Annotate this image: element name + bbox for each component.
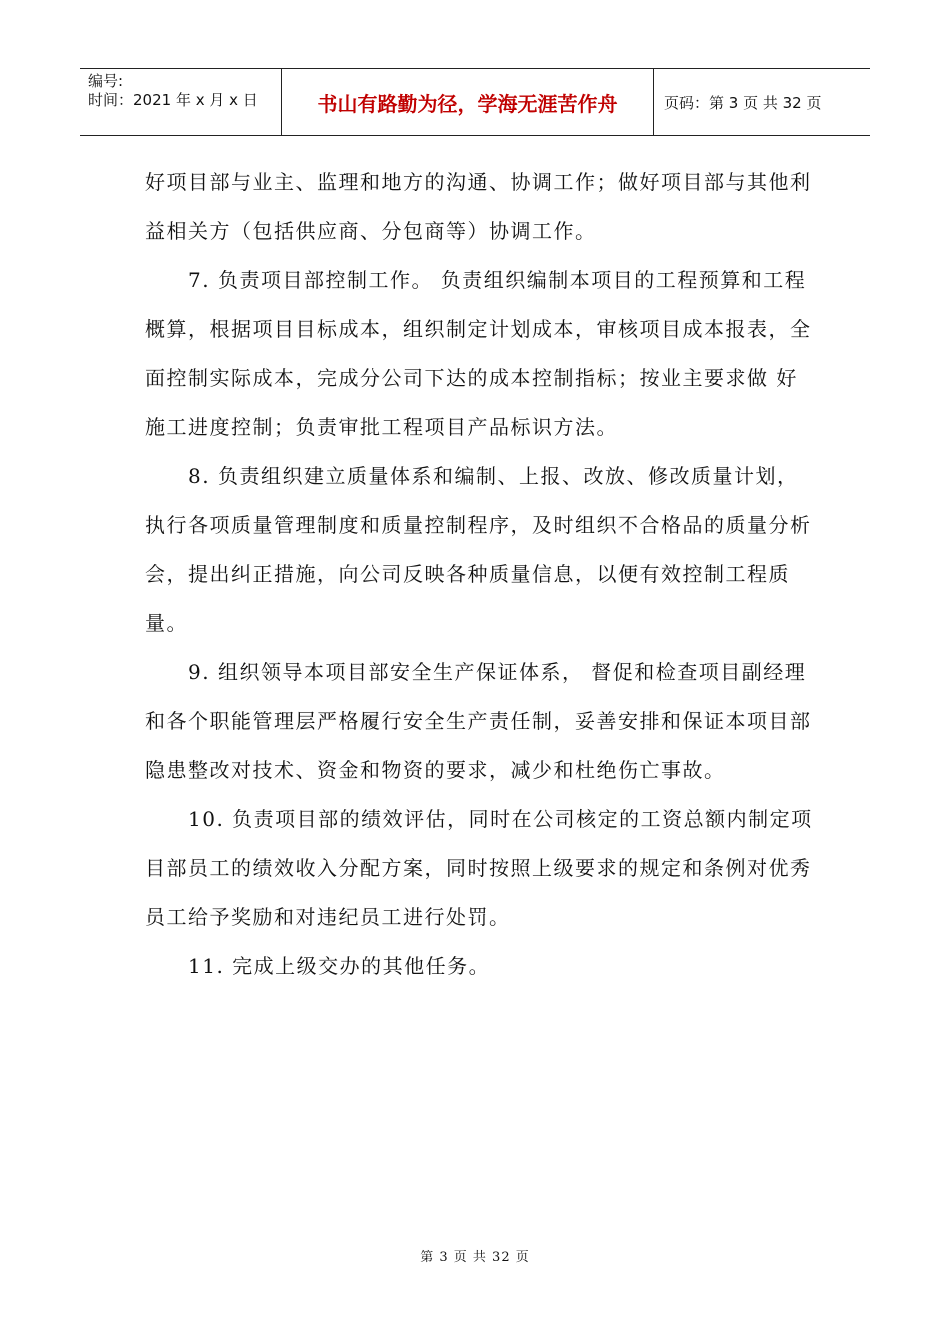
paragraph-item-8: 8. 负责组织建立质量体系和编制、上报、改放、修改质量计划，执行各项质量管理制度和质量控制程序，及时组织不合格品的质量分析会，提出纠正措施，向公司反映各种质量信息，以便有效控制工程质量。 xyxy=(145,464,812,635)
paragraph-item-9: 9. 组织领导本项目部安全生产保证体系， 督促和检查项目副经理和各个职能管理层严格履行安全生产责任制，妥善安排和保证本项目部隐患整改对技术、资金和物资的要求，减少和杜绝伤亡事故。 xyxy=(145,660,812,782)
page-header xyxy=(80,68,870,136)
motto-text: 书山有路勤为径，学海无涯苦作舟 xyxy=(282,69,654,135)
document-body xyxy=(145,158,815,991)
number-label: 编号: xyxy=(88,72,124,90)
paragraph-item-10: 10. 负责项目部的绩效评估，同时在公司核定的工资总额内制定项目部员工的绩效收入分配方案，同时按照上级要求的规定和条例对优秀员工给予奖励和对违纪员工进行处罚。 xyxy=(145,807,813,929)
paragraph-continuation: 好项目部与业主、监理和地方的沟通、协调工作；做好项目部与其他利益相关方（包括供应商、分包商等）协调工作。 xyxy=(145,170,812,243)
page-info: 页码：第 3 页 共 32 页 xyxy=(664,93,822,112)
time-label: 时间：2021 年 x 月 x 日 xyxy=(88,91,258,109)
page-footer: 第 3 页 共 32 页 xyxy=(420,1250,530,1265)
paragraph-item-11: 11. 完成上级交办的其他任务。 xyxy=(145,954,491,978)
paragraph-item-7: 7. 负责项目部控制工作。 负责组织编制本项目的工程预算和工程概算，根据项目目标成本，组织制定计划成本，审核项目成本报表，全面控制实际成本，完成分公司下达的成本控制指标；按业主要求做 好施工进度控制；负责审批工程项目产品标识方法。 xyxy=(145,268,812,439)
header-meta xyxy=(80,69,282,135)
